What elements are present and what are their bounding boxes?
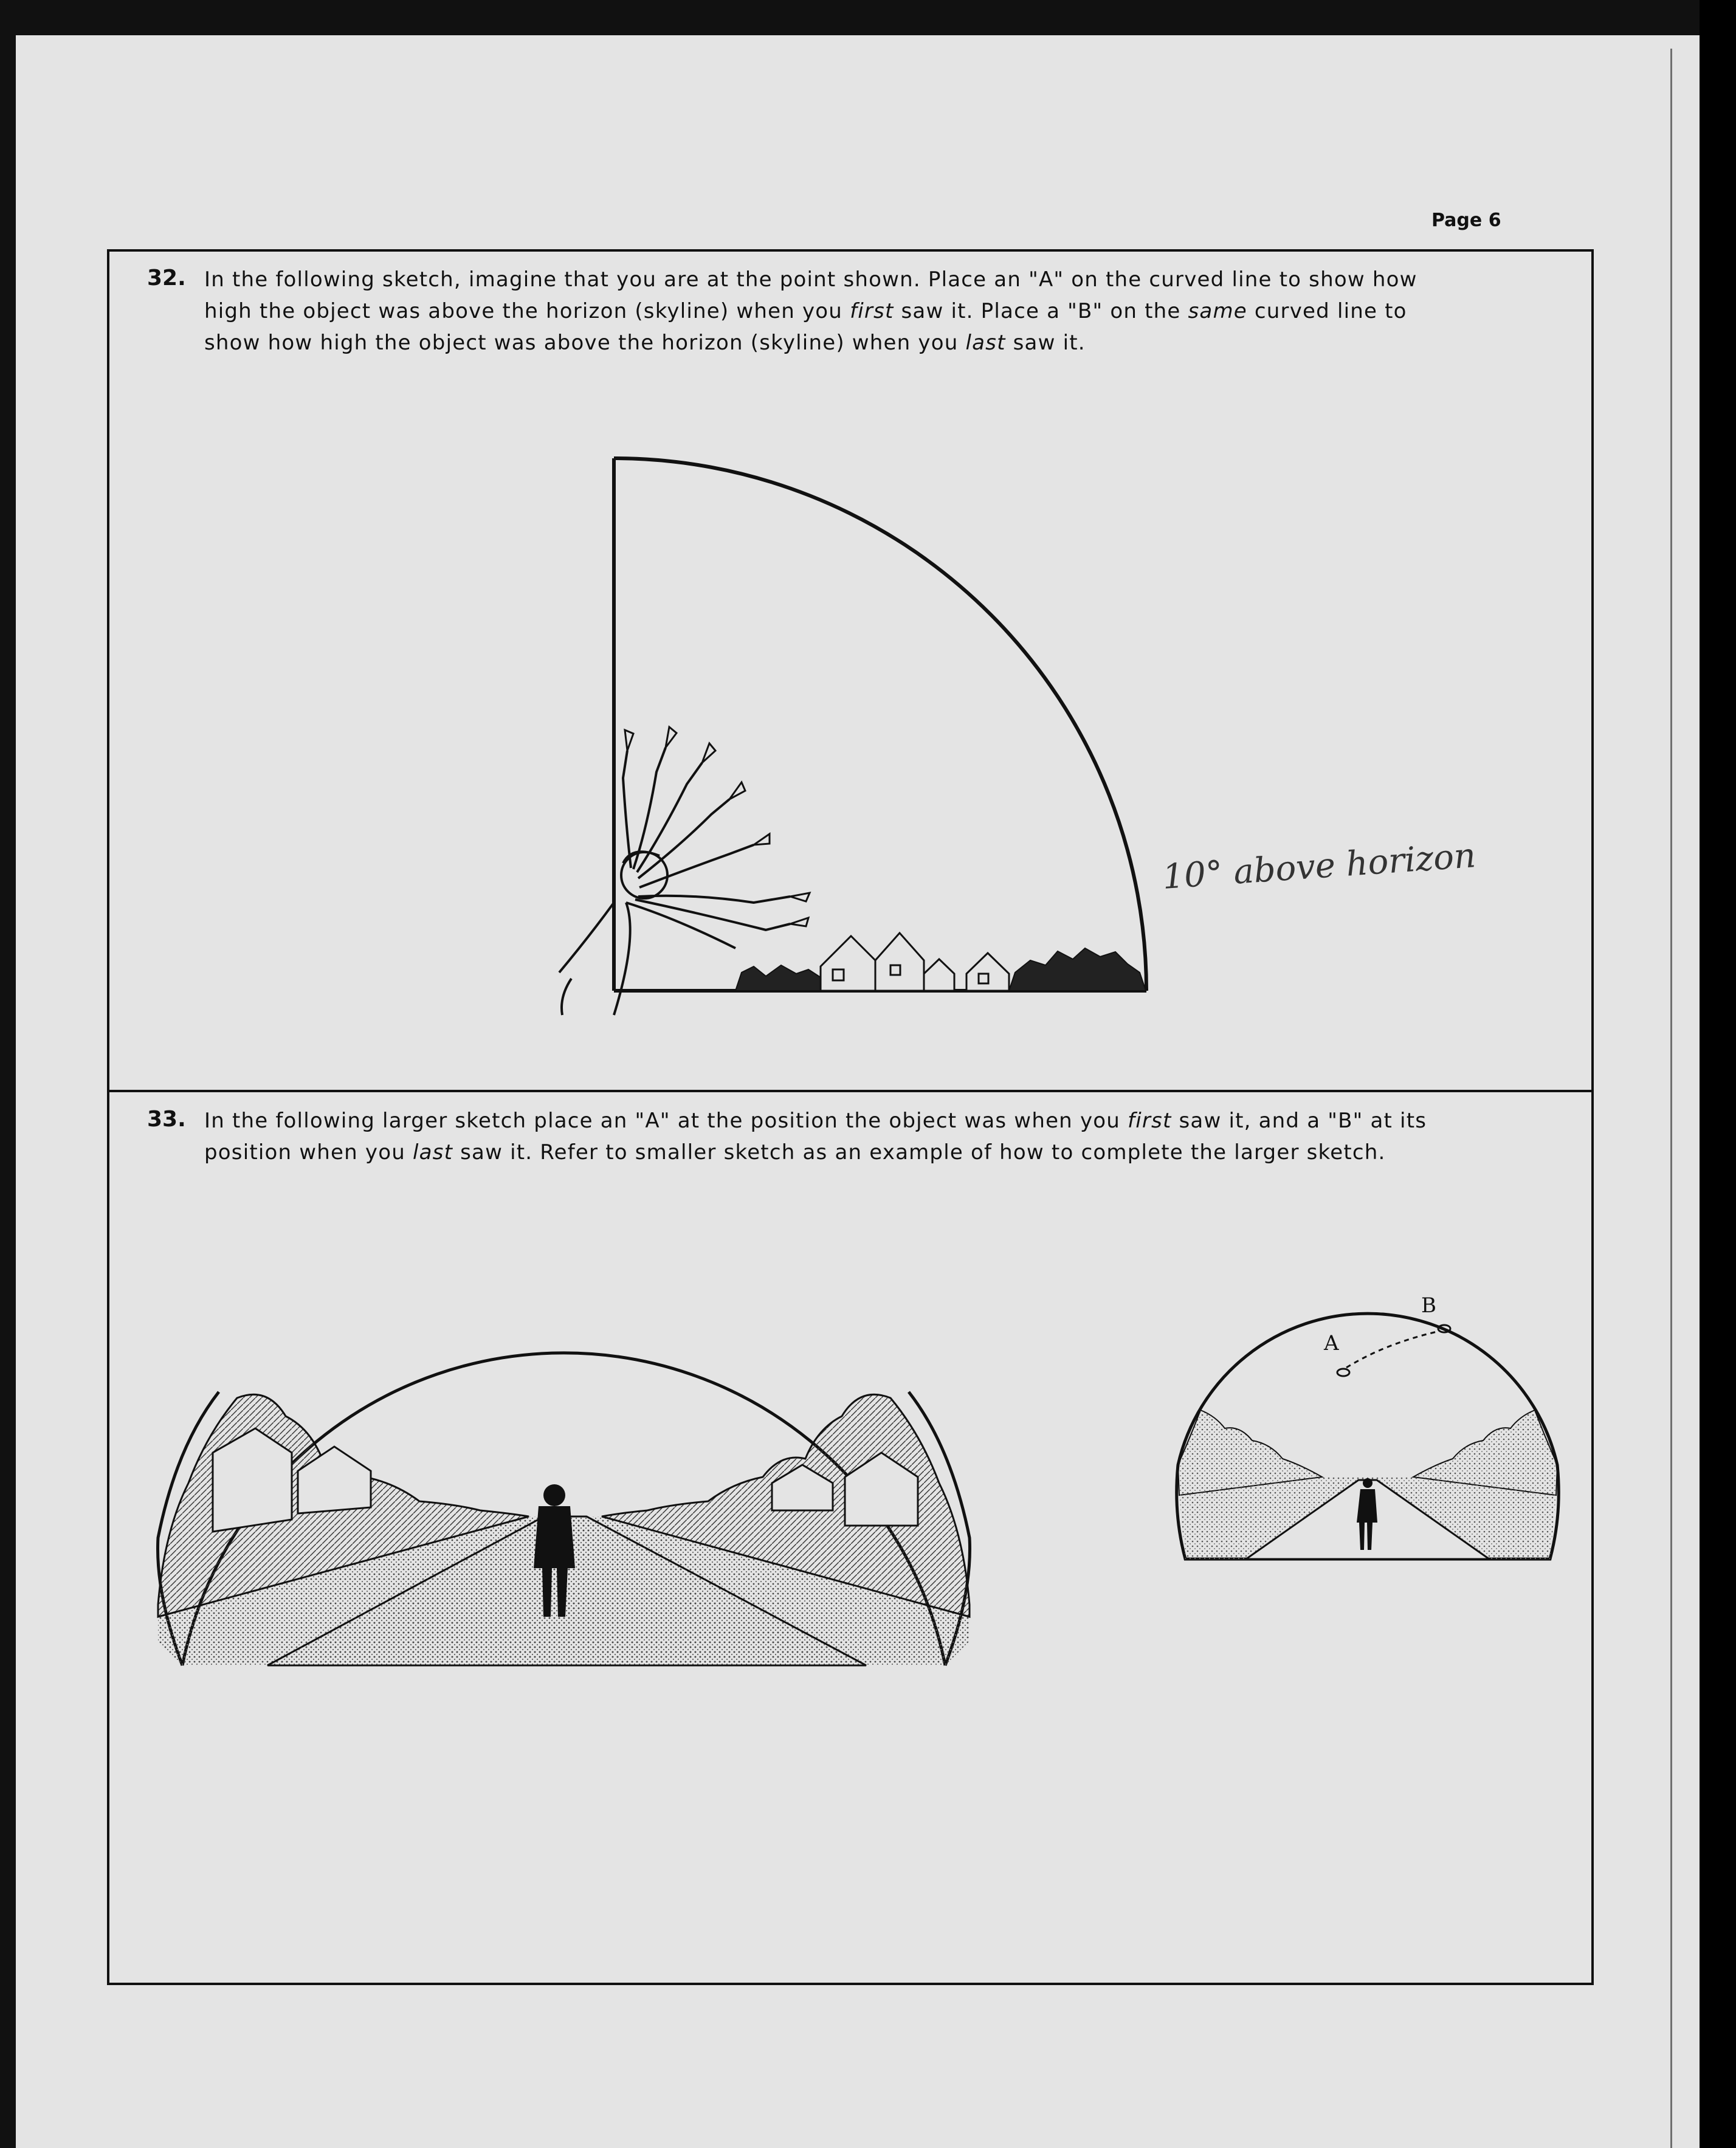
- question-32-line-3: show how high the object was above the horizon (skyline) when you last saw it.: [204, 331, 1086, 355]
- scan-top-border: [0, 0, 1736, 35]
- scan-right-border: [1700, 0, 1736, 2148]
- question-33-line-1: In the following larger sketch place an "A" at the position the object was when you first saw it, and a "B" at its: [204, 1109, 1427, 1133]
- handwritten-annotation: 10° above horizon: [1161, 836, 1477, 897]
- example-label-a: A: [1324, 1331, 1339, 1355]
- question-32-text: [204, 264, 1417, 359]
- question-32-number: 32.: [147, 266, 186, 291]
- quarter-arc-sketch: [535, 450, 1179, 1027]
- question-32-line-1: In the following sketch, imagine that you are at the point shown. Place an "A" on the curved line to show how: [204, 267, 1417, 292]
- elevation-arc: [614, 458, 1146, 991]
- skyline-houses: [821, 933, 1009, 991]
- question-32-line-2: high the object was above the horizon (skyline) when you first saw it. Place a "B" on the same curved line to: [204, 299, 1407, 323]
- question-33-text: [204, 1105, 1427, 1168]
- page-number: Page 6: [1431, 210, 1501, 231]
- question-33-number: 33.: [147, 1107, 186, 1132]
- section-divider: [107, 1090, 1594, 1092]
- page-edge-shadow: [1670, 49, 1672, 2148]
- large-dome-sketch: [140, 1276, 1003, 1678]
- example-path-dashed: [1346, 1331, 1439, 1368]
- example-label-b: B: [1421, 1293, 1436, 1318]
- example-point-a: [1337, 1369, 1349, 1376]
- question-33-line-2: position when you last saw it. Refer to smaller sketch as an example of how to complete the larger sketch.: [204, 1140, 1386, 1165]
- example-dome-sketch: [1167, 1282, 1568, 1568]
